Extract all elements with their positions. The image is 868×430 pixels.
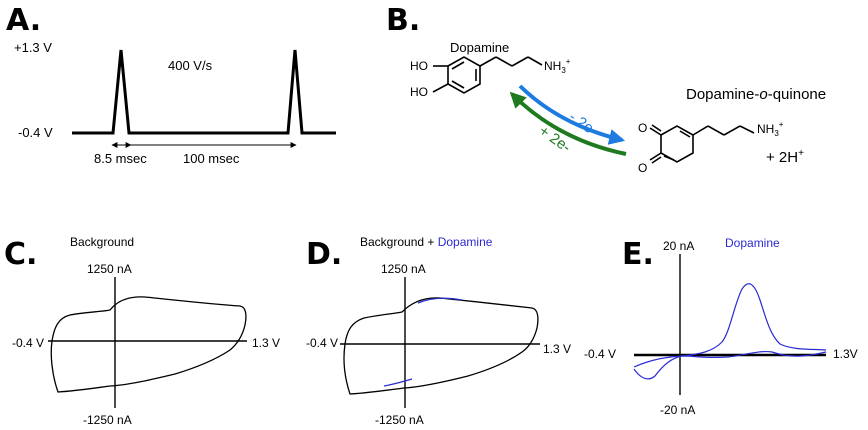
panel-e-x-left: -0.4 V — [584, 347, 617, 361]
dopamine-ho-top: HO — [410, 59, 428, 73]
background-dopamine-cv-curve — [344, 298, 538, 394]
dopamine-nh3: $NH_3^+$ — [544, 57, 571, 75]
panel-c-y-top: 1250 nA — [87, 262, 132, 276]
panel-a — [6, 3, 336, 166]
panel-e-letter: E. — [622, 237, 654, 272]
panel-a-letter: A. — [6, 3, 42, 38]
high-voltage-label: +1.3 V — [14, 40, 52, 55]
quinone-o-bottom: O — [638, 161, 648, 175]
dopamine-ho-bottom: HO — [410, 85, 428, 99]
background-cv-curve — [51, 297, 246, 392]
quinone-nh3: $NH_3^+$ — [757, 120, 784, 138]
panel-c-title: Background — [70, 235, 135, 249]
proton-label: + 2H+ — [766, 148, 804, 166]
oxidation-label: - 2e- — [565, 108, 601, 140]
panel-d-x-right: 1.3 V — [543, 342, 572, 356]
panel-b-letter: B. — [386, 3, 421, 38]
panel-d-x-left: -0.4 V — [306, 336, 339, 350]
panel-d-title: Background + Dopamine — [360, 235, 493, 249]
pulse-width-label: 8.5 msec — [94, 151, 147, 166]
panel-b — [386, 3, 826, 175]
interval-label: 100 msec — [183, 151, 240, 166]
dopamine-structure — [433, 57, 542, 93]
panel-d — [306, 235, 571, 427]
panel-d-letter: D. — [306, 237, 343, 272]
panel-c-x-left: -0.4 V — [12, 336, 45, 350]
panel-e-y-bottom: -20 nA — [660, 403, 696, 417]
low-voltage-label: -0.4 V — [18, 125, 53, 140]
panel-d-y-top: 1250 nA — [381, 262, 426, 276]
reduction-label: + 2e- — [535, 122, 574, 157]
panel-c-letter: C. — [4, 237, 38, 272]
quinone-o-top: O — [638, 121, 648, 135]
dopamine-voltammogram — [634, 284, 826, 379]
panel-c-x-right: 1.3 V — [252, 336, 281, 350]
panel-e — [584, 236, 858, 417]
quinone-structure — [650, 125, 754, 163]
scan-rate-label: 400 V/s — [168, 58, 213, 73]
panel-d-y-bottom: -1250 nA — [375, 413, 424, 427]
panel-e-title: Dopamine — [725, 236, 780, 250]
panel-c — [4, 235, 280, 427]
panel-e-y-top: 20 nA — [663, 239, 695, 253]
panel-c-y-bottom: -1250 nA — [83, 413, 132, 427]
panel-e-x-right: 1.3V — [833, 347, 858, 361]
dopamine-name: Dopamine — [450, 40, 510, 55]
dopamine-cv-overlay — [384, 298, 462, 386]
quinone-name: Dopamine-o-quinone — [686, 86, 827, 103]
